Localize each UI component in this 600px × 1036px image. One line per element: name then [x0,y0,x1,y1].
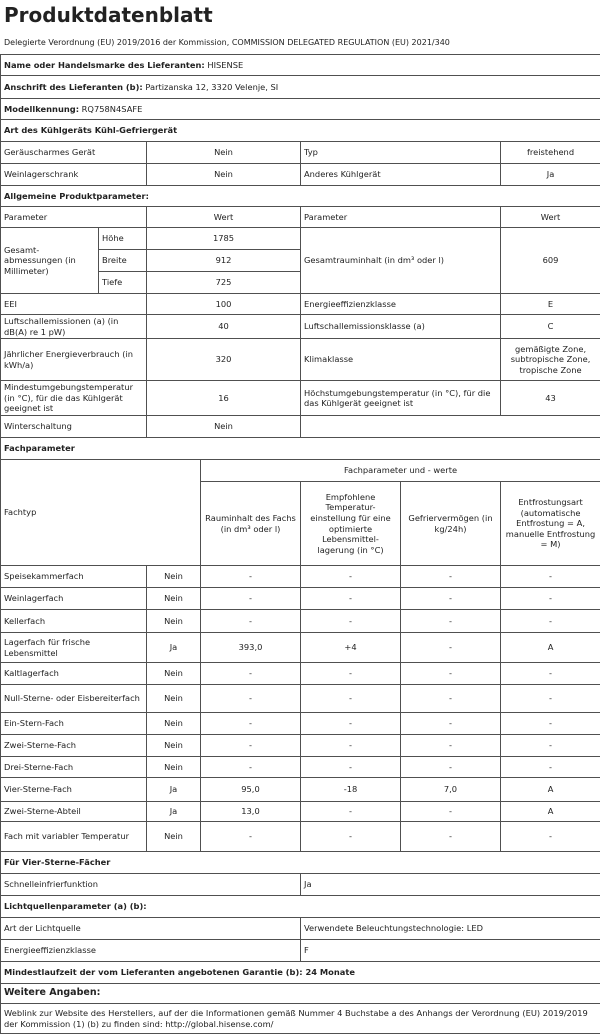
compartment-temperature: - [301,822,401,852]
compartment-freezing-capacity: - [401,713,501,735]
light-source-value: Verwendete Beleuchtungstechnologie: LED [301,918,600,940]
warranty-row [1,962,600,984]
compartment-freezing-capacity: 7,0 [401,778,501,802]
compartment-volume: 95,0 [201,778,301,802]
compartment-defrost: A [501,778,600,802]
compartment-freezing-capacity: - [401,685,501,713]
light-source-heading-row [1,896,600,918]
compartment-volume: - [201,663,301,685]
dimension-value: 1785 [147,228,301,250]
param-value: 43 [501,381,600,416]
further-info-row [1,1004,600,1034]
compartment-volume: - [201,757,301,778]
compartment-name: Kellerfach [1,610,147,633]
compartment-row [1,685,600,713]
further-info-text: Weblink zur Website des Herstellers, auf der die Informationen gemäß Nummer 4 Buchstabe a des Anhangs der Verordnung (EU) 2019/2019 der Kommission (1) (b) zu finden sind: http://global.hisense.com/ [1,1004,600,1034]
compartment-present: Nein [147,822,201,852]
compartment-volume: 393,0 [201,633,301,663]
compartment-present: Nein [147,685,201,713]
dimension-value: 725 [147,272,301,294]
compartment-name: Weinlagerfach [1,588,147,610]
compartment-temperature: - [301,713,401,735]
compartment-defrost: - [501,610,600,633]
fast-freeze-row [1,874,600,896]
compartment-defrost: A [501,802,600,822]
compartment-temperature: - [301,588,401,610]
compartment-freezing-capacity: - [401,822,501,852]
compartment-group-header: Fachparameter und - werte [201,460,600,482]
compartment-temperature: -18 [301,778,401,802]
four-star-heading: Für Vier-Sterne-Fächer [1,852,600,874]
compartment-temperature: - [301,735,401,757]
compartment-freezing-capacity: - [401,802,501,822]
param-label: Luftschallemissionen (a) (in dB(A) re 1 pW) [1,315,147,339]
compartment-group-header-row [1,460,600,482]
general-param-row [1,315,600,339]
value-column-header: Wert [147,207,301,228]
compartment-row [1,778,600,802]
compartment-row [1,588,600,610]
compartment-defrost: - [501,663,600,685]
compartment-present: Ja [147,778,201,802]
dimension-name: Höhe [99,228,147,250]
compartment-name: Null-Sterne- oder Eisbereiterfach [1,685,147,713]
param-label: Energieeffizienzklasse [301,294,501,315]
further-info-heading-row [1,984,600,1004]
compartment-freezing-capacity: - [401,588,501,610]
volume-column-header: Rauminhalt des Fachs (in dm³ oder l) [201,482,301,566]
compartment-temperature: - [301,610,401,633]
compartment-defrost: - [501,735,600,757]
compartment-temperature: +4 [301,633,401,663]
param-value: E [501,294,600,315]
regulation-subtitle: Delegierte Verordnung (EU) 2019/2016 der Kommission, COMMISSION DELEGATED REGULATION (EU) 2021/340 [4,38,450,47]
light-source-heading: Lichtquellenparameter (a) (b): [1,896,600,918]
compartment-row [1,757,600,778]
freezing-capacity-column-header: Gefriervermögen (in kg/24h) [401,482,501,566]
compartment-volume: - [201,566,301,588]
defrost-column-header: Entfrostungsart (automatische Entfrostung = A, manuelle Entfrostung = M) [501,482,600,566]
empty-cell [301,416,600,438]
compartment-temperature: - [301,757,401,778]
page-title: Produktdatenblatt [4,3,213,27]
param-value: C [501,315,600,339]
warranty-text: Mindestlaufzeit der vom Lieferanten angebotenen Garantie (b): 24 Monate [1,962,600,984]
device-type-label: Geräuscharmes Gerät [1,142,147,164]
dimension-value: 912 [147,250,301,272]
compartment-name: Fach mit variabler Temperatur [1,822,147,852]
compartment-present: Nein [147,610,201,633]
compartment-defrost: - [501,757,600,778]
winter-switch-value: Nein [147,416,301,438]
compartment-volume: - [201,588,301,610]
total-volume-value: 609 [501,228,600,294]
general-param-row [1,294,600,315]
supplier-label: Name oder Handelsmarke des Lieferanten: [4,59,205,70]
product-sheet-table [0,54,600,1034]
light-source-label: Art der Lichtquelle [1,918,301,940]
compartment-present: Ja [147,802,201,822]
address-label: Anschrift des Lieferanten (b): [4,81,143,92]
compartment-freezing-capacity: - [401,735,501,757]
compartment-present: Nein [147,735,201,757]
compartment-volume: - [201,685,301,713]
param-value: 16 [147,381,301,416]
compartment-present: Nein [147,566,201,588]
model-row [1,99,600,120]
general-param-row [1,339,600,381]
value-column-header: Wert [501,207,600,228]
light-source-label: Energieeffizienzklasse [1,940,301,962]
param-value: 320 [147,339,301,381]
compartment-defrost: A [501,633,600,663]
param-label: Klimaklasse [301,339,501,381]
model-label: Modellkennung: [4,103,80,114]
general-header-row [1,207,600,228]
compartment-type-header: Fachtyp [1,460,201,566]
param-label: Mindestumgebungstemperatur (in °C), für die das Kühlgerät geeignet ist [1,381,147,416]
general-params-heading: Allgemeine Produktparameter: [1,186,600,207]
device-type-value: Nein [147,142,301,164]
climate-class-value: gemäßigte Zone, subtropische Zone, tropische Zone [501,339,600,381]
winter-switch-row [1,416,600,438]
param-column-header: Parameter [301,207,501,228]
model-value: RQ758N4SAFE [81,103,143,114]
device-type-label: Anderes Kühlgerät [301,164,501,186]
light-source-row [1,918,600,940]
compartment-volume: - [201,610,301,633]
compartment-freezing-capacity: - [401,610,501,633]
compartment-freezing-capacity: - [401,566,501,588]
device-type-label: Typ [301,142,501,164]
compartment-defrost: - [501,588,600,610]
param-label: Luftschallemissionsklasse (a) [301,315,501,339]
compartment-volume: - [201,822,301,852]
compartment-name: Speisekammerfach [1,566,147,588]
compartment-present: Nein [147,588,201,610]
winter-switch-label: Winterschaltung [1,416,147,438]
device-type-heading: Art des Kühlgeräts Kühl-Gefriergerät [1,120,600,142]
compartment-temperature: - [301,663,401,685]
device-type-value: freistehend [501,142,600,164]
compartment-defrost: - [501,822,600,852]
compartment-volume: - [201,713,301,735]
compartment-freezing-capacity: - [401,633,501,663]
supplier-value: HISENSE [207,59,244,70]
four-star-heading-row [1,852,600,874]
compartment-row [1,566,600,588]
compartment-name: Zwei-Sterne-Abteil [1,802,147,822]
compartment-present: Nein [147,663,201,685]
device-type-value: Nein [147,164,301,186]
address-row [1,76,600,99]
compartment-name: Kaltlagerfach [1,663,147,685]
light-source-value: F [301,940,600,962]
compartment-defrost: - [501,713,600,735]
dimension-row [1,228,600,250]
device-type-row [1,142,600,164]
dimensions-label: Gesamt-abmessungen (in Millimeter) [1,228,99,294]
compartment-temperature: - [301,566,401,588]
compartment-defrost: - [501,685,600,713]
compartment-row [1,663,600,685]
param-value: 40 [147,315,301,339]
param-label: Jährlicher Energieverbrauch (in kWh/a) [1,339,147,381]
temperature-column-header: Empfohlene Temperatur-einstellung für eine optimierte Lebensmittel-lagerung (in °C) [301,482,401,566]
compartment-present: Nein [147,713,201,735]
param-value: 100 [147,294,301,315]
compartment-row [1,822,600,852]
compartment-volume: - [201,735,301,757]
compartment-row [1,633,600,663]
compartment-temperature: - [301,802,401,822]
compartment-name: Drei-Sterne-Fach [1,757,147,778]
general-param-row [1,381,600,416]
compartment-defrost: - [501,566,600,588]
compartment-volume: 13,0 [201,802,301,822]
compartment-row [1,610,600,633]
compartment-name: Ein-Stern-Fach [1,713,147,735]
compartment-freezing-capacity: - [401,757,501,778]
fast-freeze-value: Ja [301,874,600,896]
compartment-name: Zwei-Sterne-Fach [1,735,147,757]
compartment-row [1,802,600,822]
compartment-temperature: - [301,685,401,713]
light-source-row [1,940,600,962]
fast-freeze-label: Schnelleinfrierfunktion [1,874,301,896]
param-label: Höchstumgebungstemperatur (in °C), für die das Kühlgerät geeignet ist [301,381,501,416]
device-type-value: Ja [501,164,600,186]
further-info-heading: Weitere Angaben: [1,984,600,1004]
compartment-row [1,735,600,757]
compartment-name: Lagerfach für frische Lebensmittel [1,633,147,663]
param-column-header: Parameter [1,207,147,228]
compartment-freezing-capacity: - [401,663,501,685]
device-type-row [1,164,600,186]
param-label: EEI [1,294,147,315]
compartment-row [1,713,600,735]
dimension-name: Tiefe [99,272,147,294]
dimension-name: Breite [99,250,147,272]
address-value: Partizanska 12, 3320 Velenje, SI [145,81,279,92]
compartment-present: Nein [147,757,201,778]
total-volume-label: Gesamtrauminhalt (in dm³ oder l) [301,228,501,294]
compartment-present: Ja [147,633,201,663]
device-type-label: Weinlagerschrank [1,164,147,186]
compartment-name: Vier-Sterne-Fach [1,778,147,802]
supplier-row [1,55,600,76]
compartment-params-heading: Fachparameter [1,438,600,460]
